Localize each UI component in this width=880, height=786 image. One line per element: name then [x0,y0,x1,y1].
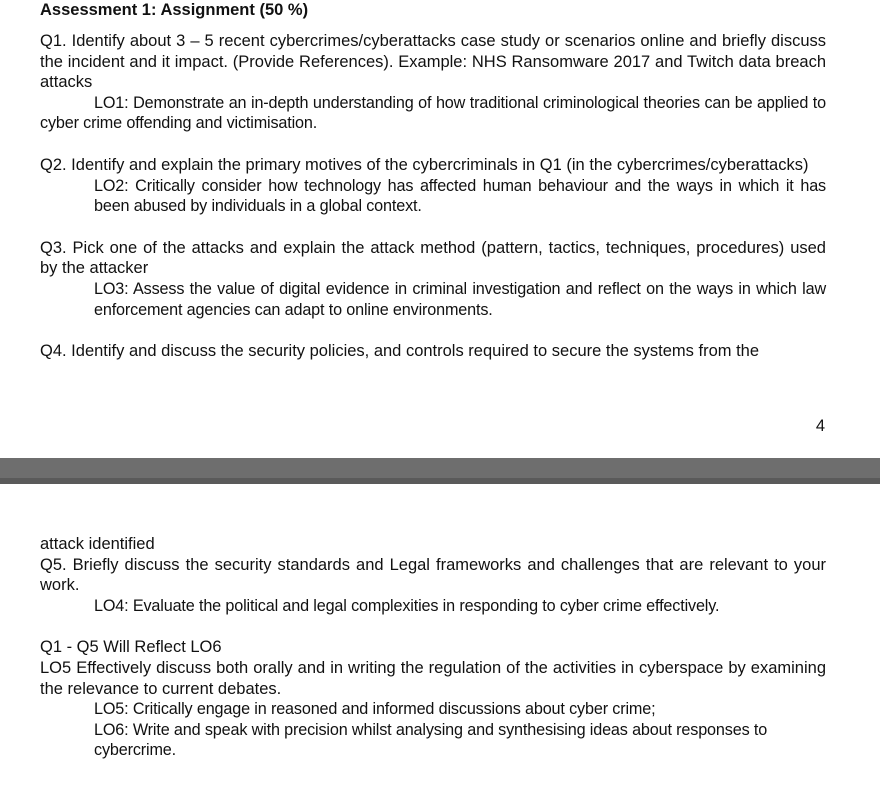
learning-outcome-lo3: LO3: Assess the value of digital evidence in criminal investigation and reflect on the ways in which law enforcement agencies can adapt to online environments. [94,279,826,319]
reflect-note: Q1 - Q5 Will Reflect LO6 [40,638,222,657]
question-q4: Q4. Identify and discuss the security policies, and controls required to secure the systems from the [40,342,760,361]
question-q3: Q3. Pick one of the attacks and explain the attack method (pattern, tactics, techniques, procedures) used by the attacker [40,238,826,278]
page-2-content [40,534,826,761]
page-1-content [40,0,826,362]
page-number: 4 [815,417,825,435]
assessment-title: Assessment 1: Assignment (50 %) [40,1,309,19]
learning-outcome-lo2: LO2: Critically consider how technology has affected human behaviour and the ways in which it has been abused by individuals in a global context. [94,176,826,216]
learning-outcome-lo5: LO5: Critically engage in reasoned and informed discussions about cyber crime; [94,700,656,719]
question-q4-continued: attack identified [40,535,155,553]
document-page-2 [0,484,880,786]
question-q5: Q5. Briefly discuss the security standards and Legal frameworks and challenges that are relevant to your work. [40,555,826,595]
question-block-q1 [40,31,826,134]
learning-outcome-lo1: LO1: Demonstrate an in-depth understanding of how traditional criminological theories can be applied to cyber crime offending and victimisation. [40,93,826,133]
question-block-q3 [40,238,826,320]
learning-outcome-lo5-main: LO5 Effectively discuss both orally and in writing the regulation of the activities in cyberspace by examining the relevance to current debates. [40,658,826,698]
page-separator [0,458,880,484]
question-q2: Q2. Identify and explain the primary motives of the cybercriminals in Q1 (in the cybercrimes/cyberattacks) [40,155,809,174]
learning-outcome-lo4: LO4: Evaluate the political and legal complexities in responding to cyber crime effectively. [94,596,720,615]
learning-outcome-lo6: LO6: Write and speak with precision whilst analysing and synthesising ideas about responses to cybercrime. [94,720,768,760]
question-block-q5 [40,555,826,617]
question-block-q2 [40,155,826,217]
question-q1: Q1. Identify about 3 – 5 recent cybercrimes/cyberattacks case study or scenarios online and briefly discuss the incident and it impact. (Provide References). Example: NHS Ransomware 2017 and Twitch data breach attacks [40,32,826,92]
